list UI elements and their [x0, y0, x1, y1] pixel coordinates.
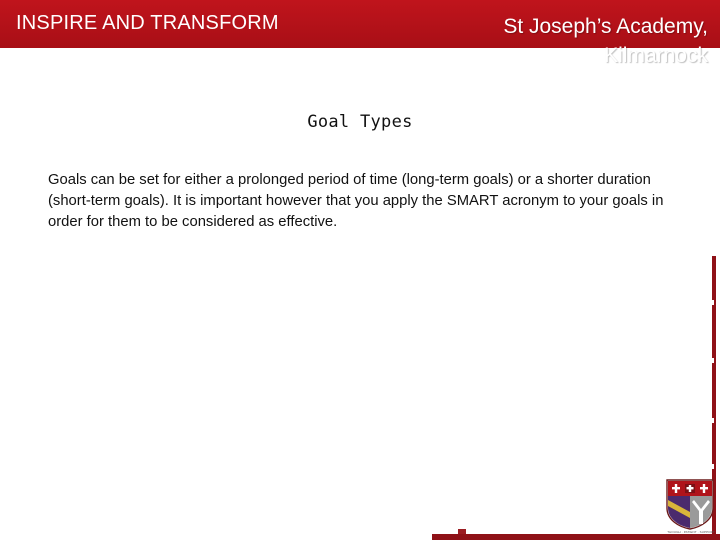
bottom-mark [458, 529, 466, 534]
header-school-name [448, 12, 708, 70]
school-crest-icon [664, 478, 716, 536]
header-bar [0, 0, 720, 67]
strip-tick [712, 300, 714, 305]
strip-tick [712, 418, 714, 423]
header-school-line1: St Joseph’s Academy, [503, 15, 708, 38]
header-school-line2: Kilmarnock [604, 44, 708, 67]
strip-tick [712, 464, 714, 469]
slide-title: Goal Types [307, 112, 413, 132]
strip-tick [712, 358, 714, 363]
header-tagline: INSPIRE AND TRANSFORM [16, 12, 279, 34]
crest-motto: THOUGH · PATIENT · SUPPORT [667, 530, 715, 534]
slide-body-text: Goals can be set for either a prolonged period of time (long-term goals) or a shorter duration (short-term goals). It is important however that you apply the SMART acronym to your goals in order for them to be considered as effective. [48, 172, 664, 230]
